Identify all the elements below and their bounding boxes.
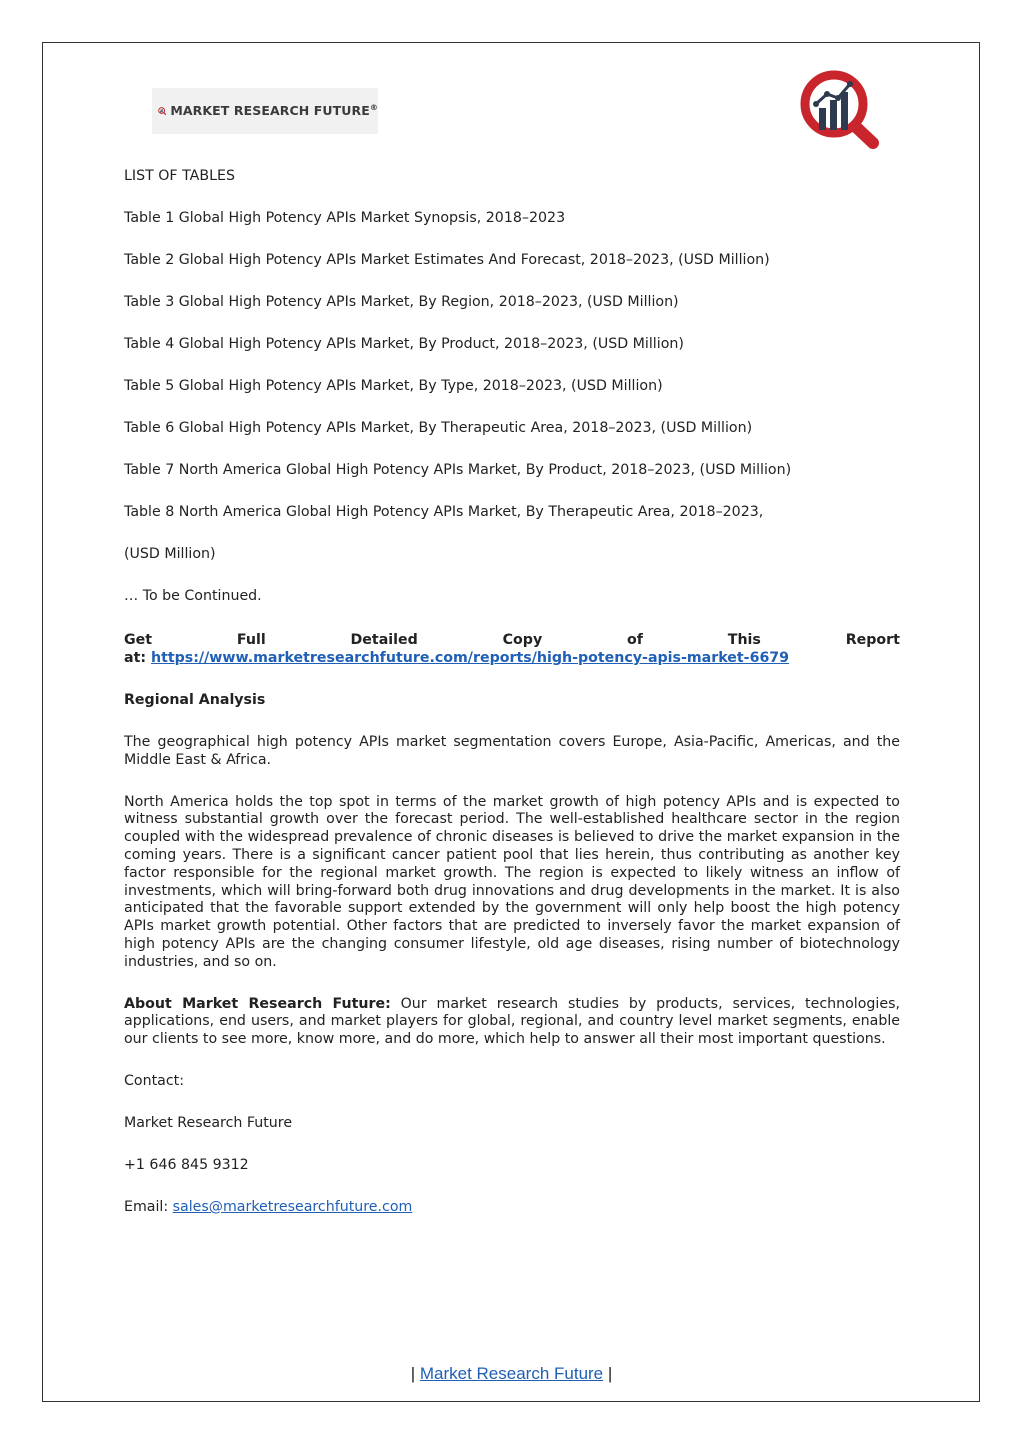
footer-separator: | <box>603 1364 613 1383</box>
cta-heading <box>124 632 900 650</box>
regional-paragraph: North America holds the top spot in terms of the market growth of high potency APIs and is expected to witness substantial growth over the forecast period. The well-established healthcare sector in the region coupled with the widespread prevalence of chronic diseases is believed to drive the market expansion in the coming years. There is a significant cancer patient pool that lies herein, thus contributing as another key factor responsible for the regional market growth. The region is expected to likely witness an inflow of investments, which will bring-forward both drug innovations and drug developments in the market. It is also anticipated that the favorable support extended by the government will only help boost the high potency APIs market growth potential. Other factors that are predicted to inversely favor the market expansion of high potency APIs are the changing consumer lifestyle, old age diseases, rising number of biotechnology industries, and so on. <box>124 793 900 970</box>
table-list-item: Table 6 Global High Potency APIs Market, By Therapeutic Area, 2018–2023, (USD Million) <box>124 420 753 436</box>
page-footer <box>0 1364 1023 1384</box>
cta-word: This <box>727 632 761 648</box>
magnifier-chart-icon <box>158 94 166 128</box>
table-list-item: Table 5 Global High Potency APIs Market, By Type, 2018–2023, (USD Million) <box>124 378 663 394</box>
brand-logo <box>152 88 378 134</box>
cta-block <box>124 632 900 692</box>
section-heading-regional: Regional Analysis <box>124 692 266 708</box>
contact-phone: +1 646 845 9312 <box>124 1156 249 1173</box>
about-paragraph <box>124 996 900 1049</box>
magnifier-chart-icon <box>800 70 882 150</box>
table-list-item: Table 3 Global High Potency APIs Market, By Region, 2018–2023, (USD Million) <box>124 294 679 310</box>
footer-separator: | <box>410 1364 420 1383</box>
footer-link[interactable]: Market Research Future <box>419 1364 604 1383</box>
table-list-item: Table 1 Global High Potency APIs Market Synopsis, 2018–2023 <box>124 210 566 226</box>
contact-label: Contact: <box>124 1072 184 1089</box>
regional-paragraph: The geographical high potency APIs market segmentation covers Europe, Asia-Pacific, Americas, and the Middle East & Africa. <box>124 734 900 768</box>
about-label: About Market Research Future: <box>124 995 391 1012</box>
to-be-continued: … To be Continued. <box>124 588 262 604</box>
contact-company: Market Research Future <box>124 1114 293 1131</box>
table-list-item: Table 7 North America Global High Potency APIs Market, By Product, 2018–2023, (USD Million) <box>124 462 792 478</box>
table-list-item: (USD Million) <box>124 546 216 562</box>
email-link[interactable]: sales@marketresearchfuture.com <box>172 1198 413 1215</box>
table-list-item: Table 4 Global High Potency APIs Market, By Product, 2018–2023, (USD Million) <box>124 336 684 352</box>
contact-email-line <box>124 1199 900 1241</box>
cta-word: Copy <box>502 632 543 648</box>
cta-word: Detailed <box>350 632 418 648</box>
report-link[interactable]: https://www.marketresearchfuture.com/reports/high-potency-apis-market-6679 <box>150 650 790 666</box>
about-text: Our market research studies by products, services, technologies, applications, end users, and market players for global, regional, and country level market segments, enable our clients to see more, know more, and do more, which help to answer all their most important questions. <box>124 995 900 1048</box>
cta-link-line <box>124 650 900 668</box>
cta-word: Get <box>124 632 153 648</box>
cta-word: Full <box>236 632 266 648</box>
table-list-item: Table 8 North America Global High Potency APIs Market, By Therapeutic Area, 2018–2023, <box>124 504 764 520</box>
logo-text: MARKET RESEARCH FUTURE® <box>170 103 378 119</box>
cta-word: Report <box>845 632 900 648</box>
cta-at-label: at: <box>124 650 147 666</box>
email-label: Email: <box>124 1198 173 1215</box>
document-body <box>124 168 900 1241</box>
table-list-item: Table 2 Global High Potency APIs Market Estimates And Forecast, 2018–2023, (USD Million) <box>124 252 770 268</box>
tables-heading: LIST OF TABLES <box>124 168 235 184</box>
cta-word: of <box>627 632 643 648</box>
